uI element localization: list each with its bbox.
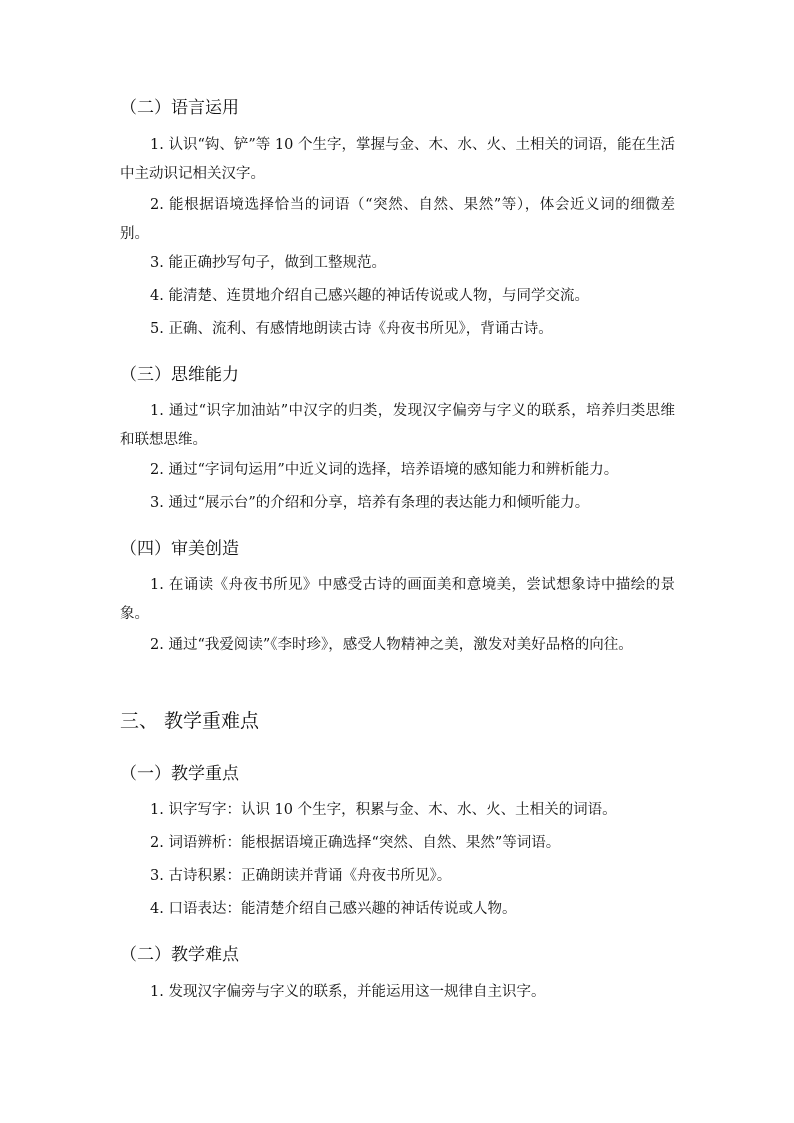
paragraph: 1. 发现汉字偏旁与字义的联系，并能运用这一规律自主识字。 (150, 984, 546, 1000)
paragraph: 1. 通过“识字加油站”中汉字的归类，发现汉字偏旁与字义的联系，培养归类思维和联想思维。 (120, 403, 675, 448)
paragraph: 3. 古诗积累：正确朗读并背诵《舟夜书所见》。 (150, 868, 452, 884)
section-heading-key-difficult-points: 三、 教学重难点 (120, 710, 260, 732)
paragraph: 1. 认识“钩、铲”等 10 个生字，掌握与金、木、水、火、土相关的词语，能在生活中主动识记相关汉字。 (120, 137, 675, 182)
subheading-thinking-ability: （三）思维能力 (120, 365, 239, 385)
subheading-teaching-difficulty: （二）教学难点 (120, 945, 239, 965)
subheading-teaching-focus: （一）教学重点 (120, 764, 239, 784)
paragraph: 4. 口语表达：能清楚介绍自己感兴趣的神话传说或人物。 (150, 901, 517, 917)
paragraph: 1. 识字写字：认识 10 个生字，积累与金、木、水、火、土相关的词语。 (150, 802, 617, 818)
paragraph: 2. 通过“我爱阅读”《李时珍》，感受人物精神之美，激发对美好品格的向往。 (150, 637, 633, 653)
paragraph: 2. 通过“字词句运用”中近义词的选择，培养语境的感知能力和辨析能力。 (150, 462, 619, 478)
paragraph: 4. 能清楚、连贯地介绍自己感兴趣的神话传说或人物，与同学交流。 (150, 288, 589, 304)
paragraph: 2. 词语辨析：能根据语境正确选择“突然、自然、果然”等词语。 (150, 835, 561, 851)
paragraph: 2. 能根据语境选择恰当的词语（“突然、自然、果然”等），体会近义词的细微差别。 (120, 197, 675, 242)
subheading-aesthetic-creation: （四）审美创造 (120, 539, 239, 559)
paragraph: 5. 正确、流利、有感情地朗读古诗《舟夜书所见》，背诵古诗。 (150, 321, 553, 337)
paragraph: 3. 能正确抄写句子，做到工整规范。 (150, 255, 386, 271)
paragraph: 3. 通过“展示台”的介绍和分享，培养有条理的表达能力和倾听能力。 (150, 495, 590, 511)
subheading-language-use: （二）语言运用 (120, 98, 239, 118)
paragraph: 1. 在诵读《舟夜书所见》中感受古诗的画面美和意境美，尝试想象诗中描绘的景象。 (120, 577, 675, 622)
